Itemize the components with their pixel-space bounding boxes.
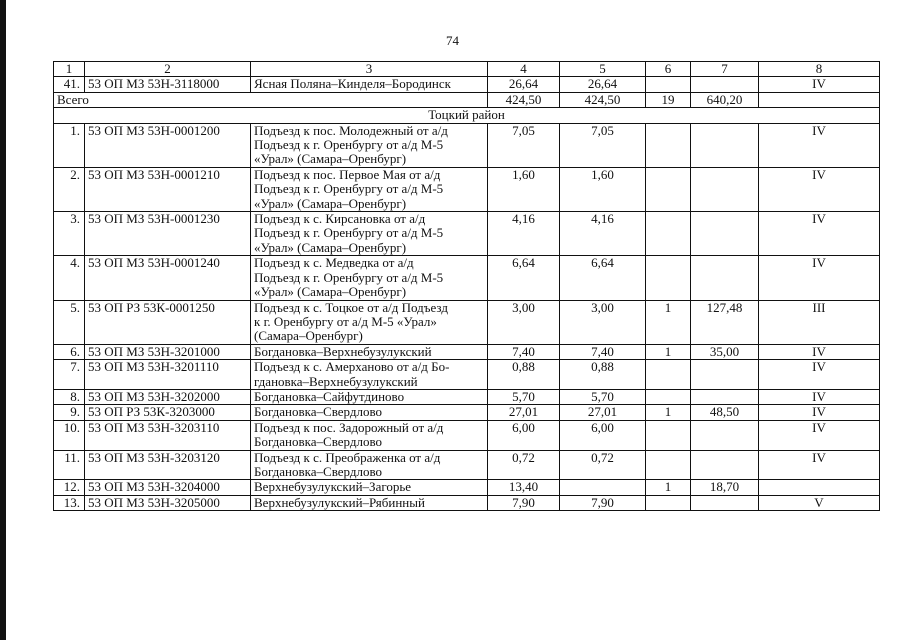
length-cell: 27,01 <box>560 405 646 420</box>
count-cell <box>646 389 691 404</box>
row-number: 13. <box>54 495 85 510</box>
road-code: 53 ОП МЗ 53Н-3205000 <box>85 495 251 510</box>
road-name-line: «Урал» (Самара–Оренбург) <box>254 195 407 211</box>
road-name <box>251 256 488 300</box>
table-row <box>54 300 880 344</box>
length-cell: 0,72 <box>488 450 560 480</box>
category-cell: III <box>759 300 880 344</box>
road-name-line: Подъезд к с. Кирсановка от а/д <box>254 211 426 227</box>
value-cell <box>691 360 759 390</box>
row-number: 8. <box>54 389 85 404</box>
length-cell: 13,40 <box>488 480 560 495</box>
road-code: 53 ОП МЗ 53Н-3203110 <box>85 420 251 450</box>
road-name-line: «Урал» (Самара–Оренбург) <box>254 284 407 300</box>
table-row <box>54 495 880 510</box>
road-name-line: «Урал» (Самара–Оренбург) <box>254 239 407 255</box>
length-cell: 3,00 <box>488 300 560 344</box>
category-cell: IV <box>759 405 880 420</box>
count-cell <box>646 123 691 167</box>
total-length: 424,50 <box>560 92 646 107</box>
value-cell <box>691 389 759 404</box>
road-name-line: «Урал» (Самара–Оренбург) <box>254 151 407 167</box>
header-cell: 8 <box>759 62 880 77</box>
road-name <box>251 405 488 420</box>
length-cell: 1,60 <box>560 167 646 211</box>
header-cell: 1 <box>54 62 85 77</box>
road-name-line: к г. Оренбургу от а/д М-5 «Урал» <box>254 313 437 329</box>
road-code: 53 ОП МЗ 53Н-3202000 <box>85 389 251 404</box>
value-cell <box>691 167 759 211</box>
length-cell: 6,00 <box>560 420 646 450</box>
category-cell: IV <box>759 360 880 390</box>
road-name-line: Подъезд к пос. Задорожный от а/д <box>254 419 444 435</box>
count-cell: 1 <box>646 405 691 420</box>
value-cell <box>691 256 759 300</box>
district-title: Тоцкий район <box>54 108 880 123</box>
table-row <box>54 167 880 211</box>
road-name-line: Подъезд к пос. Первое Мая от а/д <box>254 166 441 182</box>
road-code: 53 ОП РЗ 53К-3203000 <box>85 405 251 420</box>
road-name-line: Подъезд к г. Оренбургу от а/д М-5 <box>254 269 444 285</box>
road-name-line: Подъезд к пос. Молодежный от а/д <box>254 122 448 138</box>
value-cell <box>691 495 759 510</box>
length-cell: 6,64 <box>560 256 646 300</box>
road-code: 53 ОП МЗ 53Н-3118000 <box>85 77 251 92</box>
row-number: 41. <box>54 77 85 92</box>
table-row <box>54 389 880 404</box>
road-name <box>251 360 488 390</box>
length-cell: 26,64 <box>488 77 560 92</box>
road-name <box>251 389 488 404</box>
count-cell <box>646 420 691 450</box>
road-code: 53 ОП МЗ 53Н-3203120 <box>85 450 251 480</box>
category-cell: IV <box>759 450 880 480</box>
district-row <box>54 108 880 123</box>
road-name <box>251 212 488 256</box>
table-row <box>54 212 880 256</box>
row-number: 9. <box>54 405 85 420</box>
category-cell: IV <box>759 420 880 450</box>
header-cell: 3 <box>251 62 488 77</box>
count-cell: 1 <box>646 300 691 344</box>
row-number: 5. <box>54 300 85 344</box>
table-row <box>54 450 880 480</box>
road-name <box>251 344 488 359</box>
road-name-line: Подъезд к с. Медведка от а/д <box>254 255 414 271</box>
table-row <box>54 256 880 300</box>
road-name <box>251 123 488 167</box>
count-cell: 1 <box>646 480 691 495</box>
road-code: 53 ОП МЗ 53Н-3204000 <box>85 480 251 495</box>
table-row <box>54 405 880 420</box>
count-cell <box>646 495 691 510</box>
roads-table <box>53 61 880 511</box>
total-row <box>54 92 880 107</box>
row-number: 7. <box>54 360 85 390</box>
road-name-line: Подъезд к г. Оренбургу от а/д М-5 <box>254 225 444 241</box>
table-row <box>54 77 880 92</box>
header-cell: 7 <box>691 62 759 77</box>
road-name-line: Подъезд к г. Оренбургу от а/д М-5 <box>254 137 444 153</box>
road-name-line: Богдановка–Свердлово <box>254 434 383 450</box>
road-name-line: Верхнебузулукский–Загорье <box>254 479 412 495</box>
length-cell: 7,40 <box>560 344 646 359</box>
length-cell: 6,64 <box>488 256 560 300</box>
road-code: 53 ОП МЗ 53Н-0001230 <box>85 212 251 256</box>
value-cell <box>691 77 759 92</box>
length-cell: 3,00 <box>560 300 646 344</box>
road-code: 53 ОП МЗ 53Н-3201110 <box>85 360 251 390</box>
length-cell: 7,05 <box>488 123 560 167</box>
length-cell: 1,60 <box>488 167 560 211</box>
length-cell <box>560 480 646 495</box>
road-name-line: Подъезд к с. Амерханово от а/д Бо- <box>254 359 450 375</box>
length-cell: 7,90 <box>560 495 646 510</box>
road-name: Ясная Поляна–Кинделя–Бородинск <box>251 77 488 92</box>
category-cell: IV <box>759 167 880 211</box>
count-cell: 1 <box>646 344 691 359</box>
table-row <box>54 360 880 390</box>
length-cell: 4,16 <box>488 212 560 256</box>
road-name-line: Богдановка–Верхнебузулукский <box>254 343 432 359</box>
table-row <box>54 123 880 167</box>
length-cell: 4,16 <box>560 212 646 256</box>
road-name <box>251 480 488 495</box>
row-number: 6. <box>54 344 85 359</box>
row-number: 1. <box>54 123 85 167</box>
road-name-line: гдановка–Верхнебузулукский <box>254 373 418 389</box>
value-cell <box>691 212 759 256</box>
road-code: 53 ОП РЗ 53К-0001250 <box>85 300 251 344</box>
count-cell <box>646 450 691 480</box>
road-name-line: Богдановка–Свердлово <box>254 463 383 479</box>
count-cell <box>646 77 691 92</box>
road-code: 53 ОП МЗ 53Н-3201000 <box>85 344 251 359</box>
category-cell: IV <box>759 256 880 300</box>
category-cell: IV <box>759 77 880 92</box>
header-cell: 5 <box>560 62 646 77</box>
length-cell: 27,01 <box>488 405 560 420</box>
total-count: 19 <box>646 92 691 107</box>
count-cell <box>646 360 691 390</box>
category-cell: V <box>759 495 880 510</box>
road-code: 53 ОП МЗ 53Н-0001240 <box>85 256 251 300</box>
table-row <box>54 344 880 359</box>
length-cell: 0,88 <box>488 360 560 390</box>
total-label: Всего <box>54 92 488 107</box>
road-name-line: (Самара–Оренбург) <box>254 328 363 344</box>
header-cell: 2 <box>85 62 251 77</box>
length-cell: 0,72 <box>560 450 646 480</box>
road-name-line: Богдановка–Сайфутдиново <box>254 388 405 404</box>
header-row <box>54 62 880 77</box>
table-row <box>54 480 880 495</box>
row-number: 11. <box>54 450 85 480</box>
road-name <box>251 167 488 211</box>
value-cell: 48,50 <box>691 405 759 420</box>
road-code: 53 ОП МЗ 53Н-0001210 <box>85 167 251 211</box>
category-cell: IV <box>759 123 880 167</box>
count-cell <box>646 212 691 256</box>
value-cell: 127,48 <box>691 300 759 344</box>
category-cell: IV <box>759 344 880 359</box>
length-cell: 7,40 <box>488 344 560 359</box>
length-cell: 5,70 <box>488 389 560 404</box>
road-name <box>251 495 488 510</box>
road-name <box>251 300 488 344</box>
count-cell <box>646 167 691 211</box>
road-name <box>251 450 488 480</box>
length-cell: 5,70 <box>560 389 646 404</box>
row-number: 12. <box>54 480 85 495</box>
length-cell: 7,90 <box>488 495 560 510</box>
total-length: 424,50 <box>488 92 560 107</box>
table-row <box>54 420 880 450</box>
category-cell <box>759 480 880 495</box>
road-name <box>251 420 488 450</box>
total-category <box>759 92 880 107</box>
value-cell: 18,70 <box>691 480 759 495</box>
row-number: 3. <box>54 212 85 256</box>
count-cell <box>646 256 691 300</box>
value-cell: 35,00 <box>691 344 759 359</box>
header-cell: 6 <box>646 62 691 77</box>
total-value: 640,20 <box>691 92 759 107</box>
road-name-line: Богдановка–Свердлово <box>254 404 383 420</box>
road-name-line: Подъезд к г. Оренбургу от а/д М-5 <box>254 181 444 197</box>
category-cell: IV <box>759 212 880 256</box>
value-cell <box>691 420 759 450</box>
row-number: 4. <box>54 256 85 300</box>
page-number: 74 <box>446 33 459 48</box>
length-cell: 0,88 <box>560 360 646 390</box>
road-code: 53 ОП МЗ 53Н-0001200 <box>85 123 251 167</box>
scan-edge <box>0 0 6 640</box>
value-cell <box>691 123 759 167</box>
category-cell: IV <box>759 389 880 404</box>
road-name-line: Подъезд к с. Тоцкое от а/д Подъезд <box>254 299 448 315</box>
length-cell: 7,05 <box>560 123 646 167</box>
header-cell: 4 <box>488 62 560 77</box>
value-cell <box>691 450 759 480</box>
length-cell: 26,64 <box>560 77 646 92</box>
road-name-line: Верхнебузулукский–Рябинный <box>254 494 425 510</box>
road-name-line: Подъезд к с. Преображенка от а/д <box>254 449 441 465</box>
row-number: 10. <box>54 420 85 450</box>
length-cell: 6,00 <box>488 420 560 450</box>
row-number: 2. <box>54 167 85 211</box>
